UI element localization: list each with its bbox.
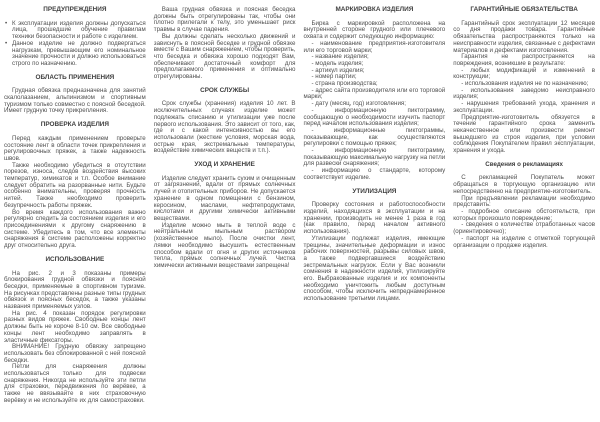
paragraph: Гарантия не распространяется на повреждения, возникшие в результате: (453, 53, 595, 67)
paragraph: Срок службы (хранения) изделия 10 лет. В исключительных случаях изделие может подлежать списанию и утилизации уже после первого использования. Это зависит от того, как, где и с какой интенсивностью вы его использовали (жесткие условия, морская вода, острые края, экстремальные температуры, воздействие химических веществ и т.п.). (153, 100, 296, 155)
paragraph: Бирка с маркировкой расположена на внутренней стороне грудного или плечевого охвата и содержит следующую информацию: (303, 19, 446, 41)
section-heading: ГАРАНТИЙНЫЕ ОБЯЗАТЕЛЬСТВА (470, 6, 578, 13)
list-item: - информацию о стандарте, которому соответствует изделие. (303, 167, 446, 181)
paragraph: Предприятие-изготовитель обязуется в течение гарантийного срока заменить некачественное или произвести ремонт вышедшего из строя изделия, при условии соблюдения Покупателем правил эксплуатации, хранения и ухода. (453, 113, 595, 155)
paragraph: При предъявлении рекламации необходимо представить: (453, 194, 595, 209)
paragraph: С рекламацией Покупатель может обращаться в торгующую организацию или непосредственно на предприятие-изготовитель. (453, 174, 595, 195)
list-item: - артикул изделия; (311, 66, 365, 74)
list-item: - сведения о количестве отработанных часов (ориентировочно); (453, 221, 595, 236)
text-column (154, 7, 296, 418)
list-item: - название изделия; (311, 53, 369, 61)
paragraph: Изделие можно мыть в теплой воде с нейтральным мыльным раствором (хозяйственное мыло). После очистки лент, лямки необходимо высушить естественным способом вдали от огня и других источников тепла, прямых солнечных лучей. Чистка химически активными веществами запрещена! (153, 221, 296, 269)
list-item: - модель изделия; (311, 59, 364, 67)
paragraph: Петли для снаряжения должны использоваться только для подвески снаряжения. Никогда не используйте эти петли для страховки, передвижения по верёвке, а также не ввязывайте в них страховочную верёвку и не используйте их для самостраховки. (4, 363, 146, 404)
list-item: - любых модификаций и изменений в конструкции; (453, 66, 595, 81)
list-item: - нарушения требований ухода, хранения и эксплуатации. (453, 100, 595, 114)
bullet-marker-icon: • (5, 19, 8, 27)
paragraph: Вы должны сделать несколько движений и зависнуть в поясной беседке и грудной обвязке вместе с Вашим снаряжением, чтобы проверить, что беседка и обвязка хорошо подходят Вам, обеспечивают достаточный комфорт для предполагаемого применения и оптимально отрегулированы. (153, 32, 296, 81)
bullet-marker-icon: • (5, 39, 8, 47)
paragraph: Также необходимо убедиться в отсутствии порезов, износа, следов воздействия высоких температур, химикатов и т.п. Особое внимание следует обратить на разорванные нити. Будьте особенно внимательны, проверяя прочность нитей. Также необходимо проверить безупречность работы пряжек. (4, 161, 146, 209)
list-item: - страна производства; (311, 80, 378, 88)
paragraph: Гарантийный срок эксплуатации 12 месяцев со дня продажи товара. Гарантийные обязательства распространяются только на неисправности изделия, связанные с дефектами материалов и дефектами изготовления. (453, 19, 595, 54)
paragraph: Ваша грудная обвязка и поясная беседка должны быть отрегулированы так, чтобы они плотно прилегали к телу, это уменьшает риск травмы в случае падения. (153, 6, 296, 34)
list-item: - информационную пиктограмму, показывающую максимальную нагрузку на петли для развески снаряжения; (303, 147, 446, 168)
text-column (453, 7, 595, 418)
bullet-item (4, 21, 146, 41)
paragraph: На рис. 4 показан порядок регулировки разных видов пряжек. Свободные концы лент должны быть не короче 8-10 см. Все свободные концы лент необходимо заправлять в эластичные фиксаторы. (4, 309, 146, 344)
paragraph: Перед каждым применением проверьте состояние лент в области точек прикрепления и регулировочных пряжек, а также надежность швов. (4, 134, 146, 162)
list-item: - дату (месяц, год) изготовления; (311, 100, 406, 108)
section-heading: ИСПОЛЬЗОВАНИЕ (45, 255, 105, 263)
list-item: - информационные пиктограммы, показывающие, как осуществляются регулировки с помощью пряжек; (303, 126, 446, 148)
list-item: - номер партии; (311, 73, 357, 81)
bullet-text: Данное изделие не должно подвергаться нагрузкам, превышающим его номинальное значение прочности и должно использоваться строго по назначению. (12, 39, 146, 67)
section-heading: ПРЕДУПРЕЖДЕНИЯ (43, 6, 107, 13)
list-item: - использования заведомо неисправного изделия; (453, 86, 595, 101)
section-heading: СРОК СЛУЖБЫ (200, 86, 250, 94)
paragraph: Утилизации подлежат изделия, имеющие трещины, значительные деформации и износ рабочих поверхностей, разрывы силовых швов, а также подвергавшиеся воздействию экстремальных нагрузок. Если у Вас возникли сомнения в надежности изделия, утилизируйте его. Выбракованные изделия и их компоненты необходимо уничтожить любым доступным способом, чтобы исключить непреднамеренное использование третьими лицами. (303, 234, 446, 303)
section-heading: УТИЛИЗАЦИЯ (352, 187, 397, 195)
text-column (304, 7, 446, 418)
subsection-heading: Сведения о рекламациях (485, 160, 563, 168)
list-item: - информационную пиктограмму, сообщающую о необходимости изучить паспорт перед началом использования изделия; (303, 106, 446, 128)
bullet-text: К эксплуатации изделия должны допускаться лица, прошедшие обучение правилам техники безопасности и работе с изделием. (12, 19, 146, 41)
section-heading: ПРОВЕРКА ИЗДЕЛИЯ (40, 121, 109, 129)
paragraph: Проверку состояния и работоспособности изделий, находящихся в эксплуатации и на хранении, производить не менее 1 раза в год (как правило, перед началом активного использования). (303, 201, 446, 236)
list-item: - паспорт на изделие с отметкой торгующей организации о продаже изделия. (453, 234, 595, 249)
paragraph: На рис. 2 и 3 показаны примеры блокирования грудной обвязки и поясной беседки, применяемые в спортивном туризме. На рисунках представлены разные типы грудных обвязок и поясных беседок, а также указаны названия применяемых узлов. (4, 269, 146, 311)
paragraph: Изделие следует хранить сухим и очищенным от загрязнений, вдали от прямых солнечных лучей и отопительных приборов. Не допускается хранение в одном помещении с бензином, керосином, маслами, нефтепродуктами, кислотами и другими химически активными веществами. (153, 174, 296, 222)
list-item: - адрес сайта производителя или его торговой марки; (303, 86, 446, 101)
paragraph: Во время каждого использования важно регулярно следить за состоянием изделия и его присоединениями к другому снаряжению в системе. Убедитесь в том, что все элементы снаряжения в системе расположены корректно друг относительно друга. (4, 208, 146, 250)
list-item: - подробное описание обстоятельств, при которых произошло повреждение; (453, 207, 595, 222)
paragraph: Грудная обвязка предназначена для занятий скалолазанием, альпинизмом и спортивным туризмом только совместно с поясной беседкой. Имеет грудную точку прикрепления. (4, 87, 146, 115)
section-heading: УХОД И ХРАНЕНИЕ (194, 161, 255, 169)
text-column (4, 7, 146, 418)
bullet-item (4, 41, 146, 68)
paragraph: ВНИМАНИЕ! Грудную обвязку запрещено использовать без сблокированной с ней поясной беседки. (4, 343, 146, 364)
list-item: - использования изделия не по назначению; (461, 80, 589, 88)
section-heading: ОБЛАСТЬ ПРИМЕНЕНИЯ (35, 73, 115, 81)
list-item: - наименование предприятия-изготовителя или его торговой марки; (303, 39, 446, 54)
section-heading: МАРКИРОВКА ИЗДЕЛИЯ (335, 6, 414, 13)
